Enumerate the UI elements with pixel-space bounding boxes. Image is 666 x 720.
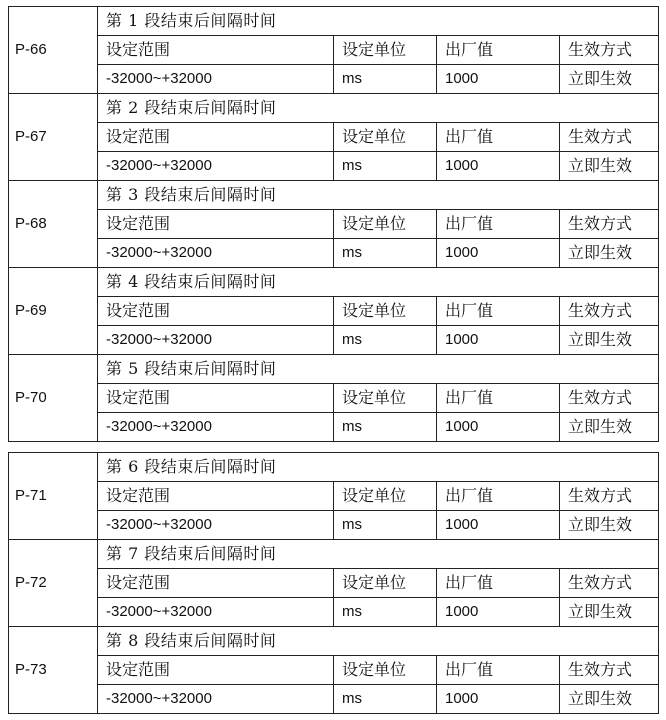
parameter-title-row	[9, 627, 659, 656]
parameter-value-row	[9, 65, 659, 94]
parameter-title: 第 5 段结束后间隔时间	[98, 355, 659, 384]
unit-header: 设定单位	[334, 384, 437, 413]
parameter-header-row	[9, 123, 659, 152]
parameter-table-body	[9, 453, 659, 714]
parameter-title-row	[9, 7, 659, 36]
parameter-title-row	[9, 94, 659, 123]
range-value: -32000~+32000	[98, 598, 334, 627]
default-value: 1000	[437, 239, 560, 268]
parameter-header-row	[9, 482, 659, 511]
effect-value: 立即生效	[560, 152, 659, 181]
parameter-value-row	[9, 685, 659, 714]
default-header: 出厂值	[437, 36, 560, 65]
range-header: 设定范围	[98, 569, 334, 598]
unit-value: ms	[334, 239, 437, 268]
default-header: 出厂值	[437, 482, 560, 511]
unit-header: 设定单位	[334, 482, 437, 511]
effect-value: 立即生效	[560, 685, 659, 714]
unit-value: ms	[334, 511, 437, 540]
default-value: 1000	[437, 685, 560, 714]
effect-value: 立即生效	[560, 65, 659, 94]
range-value: -32000~+32000	[98, 511, 334, 540]
default-value: 1000	[437, 598, 560, 627]
effect-header: 生效方式	[560, 482, 659, 511]
range-value: -32000~+32000	[98, 239, 334, 268]
range-header: 设定范围	[98, 384, 334, 413]
effect-header: 生效方式	[560, 384, 659, 413]
parameter-header-row	[9, 656, 659, 685]
parameter-header-row	[9, 36, 659, 65]
parameter-id: P-69	[9, 268, 98, 355]
parameter-header-row	[9, 384, 659, 413]
effect-header: 生效方式	[560, 297, 659, 326]
parameter-id: P-71	[9, 453, 98, 540]
parameter-title: 第 7 段结束后间隔时间	[98, 540, 659, 569]
parameter-title-row	[9, 540, 659, 569]
unit-header: 设定单位	[334, 123, 437, 152]
effect-value: 立即生效	[560, 598, 659, 627]
range-header: 设定范围	[98, 210, 334, 239]
unit-header: 设定单位	[334, 297, 437, 326]
default-header: 出厂值	[437, 123, 560, 152]
range-value: -32000~+32000	[98, 152, 334, 181]
parameter-title-row	[9, 181, 659, 210]
effect-header: 生效方式	[560, 36, 659, 65]
parameter-value-row	[9, 239, 659, 268]
parameter-header-row	[9, 569, 659, 598]
effect-value: 立即生效	[560, 326, 659, 355]
parameter-id: P-73	[9, 627, 98, 714]
default-value: 1000	[437, 413, 560, 442]
parameter-title: 第 6 段结束后间隔时间	[98, 453, 659, 482]
parameter-table-body	[9, 7, 659, 442]
range-header: 设定范围	[98, 482, 334, 511]
effect-header: 生效方式	[560, 656, 659, 685]
effect-header: 生效方式	[560, 210, 659, 239]
default-header: 出厂值	[437, 569, 560, 598]
parameter-title: 第 8 段结束后间隔时间	[98, 627, 659, 656]
range-value: -32000~+32000	[98, 413, 334, 442]
unit-value: ms	[334, 413, 437, 442]
parameter-title: 第 1 段结束后间隔时间	[98, 7, 659, 36]
effect-header: 生效方式	[560, 569, 659, 598]
parameter-title: 第 3 段结束后间隔时间	[98, 181, 659, 210]
parameter-header-row	[9, 297, 659, 326]
parameter-table-2	[8, 452, 659, 714]
default-value: 1000	[437, 511, 560, 540]
unit-header: 设定单位	[334, 36, 437, 65]
default-value: 1000	[437, 326, 560, 355]
range-header: 设定范围	[98, 297, 334, 326]
default-value: 1000	[437, 65, 560, 94]
parameter-title-row	[9, 355, 659, 384]
unit-header: 设定单位	[334, 656, 437, 685]
unit-header: 设定单位	[334, 210, 437, 239]
parameter-value-row	[9, 413, 659, 442]
effect-value: 立即生效	[560, 511, 659, 540]
default-header: 出厂值	[437, 297, 560, 326]
parameter-value-row	[9, 511, 659, 540]
unit-value: ms	[334, 685, 437, 714]
default-header: 出厂值	[437, 384, 560, 413]
parameter-title: 第 4 段结束后间隔时间	[98, 268, 659, 297]
unit-value: ms	[334, 598, 437, 627]
unit-value: ms	[334, 152, 437, 181]
parameter-value-row	[9, 598, 659, 627]
effect-header: 生效方式	[560, 123, 659, 152]
parameter-id: P-70	[9, 355, 98, 442]
default-header: 出厂值	[437, 210, 560, 239]
parameter-id: P-68	[9, 181, 98, 268]
range-header: 设定范围	[98, 123, 334, 152]
parameter-id: P-66	[9, 7, 98, 94]
parameter-title: 第 2 段结束后间隔时间	[98, 94, 659, 123]
range-value: -32000~+32000	[98, 685, 334, 714]
parameter-value-row	[9, 152, 659, 181]
parameter-title-row	[9, 453, 659, 482]
range-header: 设定范围	[98, 36, 334, 65]
parameter-table-1	[8, 6, 659, 442]
range-value: -32000~+32000	[98, 326, 334, 355]
range-header: 设定范围	[98, 656, 334, 685]
effect-value: 立即生效	[560, 239, 659, 268]
unit-header: 设定单位	[334, 569, 437, 598]
unit-value: ms	[334, 65, 437, 94]
parameter-header-row	[9, 210, 659, 239]
parameter-title-row	[9, 268, 659, 297]
parameter-value-row	[9, 326, 659, 355]
parameter-id: P-67	[9, 94, 98, 181]
unit-value: ms	[334, 326, 437, 355]
default-header: 出厂值	[437, 656, 560, 685]
default-value: 1000	[437, 152, 560, 181]
range-value: -32000~+32000	[98, 65, 334, 94]
effect-value: 立即生效	[560, 413, 659, 442]
parameter-id: P-72	[9, 540, 98, 627]
